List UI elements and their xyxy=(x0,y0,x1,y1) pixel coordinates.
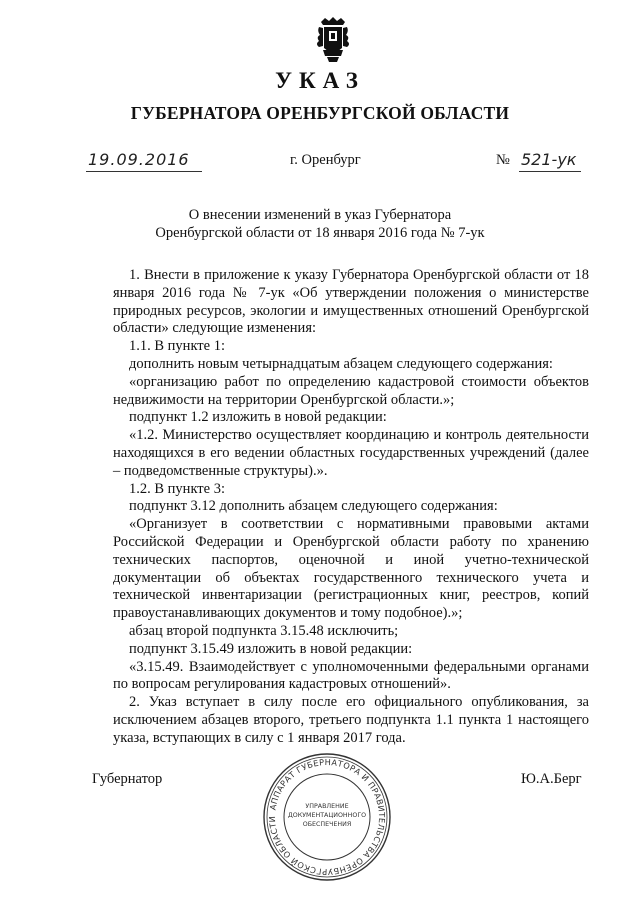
body-paragraph: дополнить новым четырнадцатым абзацем следующего содержания: xyxy=(129,355,553,372)
document-meta-line xyxy=(0,150,640,176)
document-city: г. Оренбург xyxy=(290,152,361,168)
stamp-line-3: ОБЕСПЕЧЕНИЯ xyxy=(302,821,352,828)
document-number: 521-ук xyxy=(521,150,577,169)
body-paragraph: 1.2. В пункте 3: xyxy=(129,480,225,497)
body-paragraph: подпункт 1.2 изложить в новой редакции: xyxy=(129,409,387,426)
body-paragraph: «3.15.49. Взаимодействует с уполномоченными федеральными органами по вопросам регулирования кадастровых отношений». xyxy=(113,658,589,693)
body-paragraph: подпункт 3.15.49 изложить в новой редакции: xyxy=(129,640,413,657)
signatory-name: Ю.А.Берг xyxy=(521,771,582,787)
document-date: 19.09.2016 xyxy=(88,150,190,169)
body-paragraph: «1.2. Министерство осуществляет координацию и контроль деятельности находящихся в его ведении областных государственных учреждений (далее – подведомственные структуры).». xyxy=(113,427,589,479)
stamp-line-1: УПРАВЛЕНИЕ xyxy=(305,803,349,810)
stamp-line-2: ДОКУМЕНТАЦИОННОГО xyxy=(287,812,367,819)
body-paragraph: «Организует в соответствии с нормативными правовыми актами Российской Федерации и Оренбургской области работу по хранению технических паспортов, оценочной и иной учетно-технической документации об объектах государственного технического учета и технической инвентаризации (регистрационных книг, реестров, копий правоустанавливающих документов и тому подобное).»; xyxy=(113,516,589,622)
signatory-position: Губернатор xyxy=(92,771,163,787)
heading-line-2: Оренбургской области от 18 января 2016 года № 7-ук xyxy=(155,225,485,241)
heading-line-1: О внесении изменений в указ Губернатора xyxy=(188,207,452,223)
official-stamp xyxy=(262,752,392,882)
document-heading xyxy=(0,206,640,242)
stamp-ring-text: АППАРАТ ГУБЕРНАТОРА И ПРАВИТЕЛЬСТВА ОРЕНБУРГСКОЙ ОБЛАСТИ xyxy=(266,756,388,878)
number-underline xyxy=(519,171,581,172)
document-body xyxy=(113,267,589,748)
body-paragraph: 1.1. В пункте 1: xyxy=(129,338,225,355)
issuer-title: ГУБЕРНАТОРА ОРЕНБУРГСКОЙ ОБЛАСТИ xyxy=(130,103,510,123)
number-sign: № xyxy=(496,152,510,168)
body-paragraph: подпункт 3.12 дополнить абзацем следующего содержания: xyxy=(129,498,498,515)
body-paragraph: абзац второй подпункта 3.15.48 исключить; xyxy=(129,622,399,639)
body-paragraph: 2. Указ вступает в силу после его официального опубликования, за исключением абзацев второго, третьего подпункта 1.1 пункта 1 настоящего указа, вступающих в силу с 1 января 2017 года. xyxy=(113,694,589,746)
date-underline xyxy=(86,171,202,172)
body-paragraph: «организацию работ по определению кадастровой стоимости объектов недвижимости на территории Оренбургской области.»; xyxy=(113,373,589,408)
coat-of-arms-icon xyxy=(313,16,353,64)
document-type-title: УКАЗ xyxy=(275,68,365,93)
body-paragraph: 1. Внести в приложение к указу Губернатора Оренбургской области от 18 января 2016 года № 7-ук «Об утверждении положения о министерстве природных ресурсов, экологии и имущественных отношений Оренбургской области» следующие изменения: xyxy=(113,267,589,337)
